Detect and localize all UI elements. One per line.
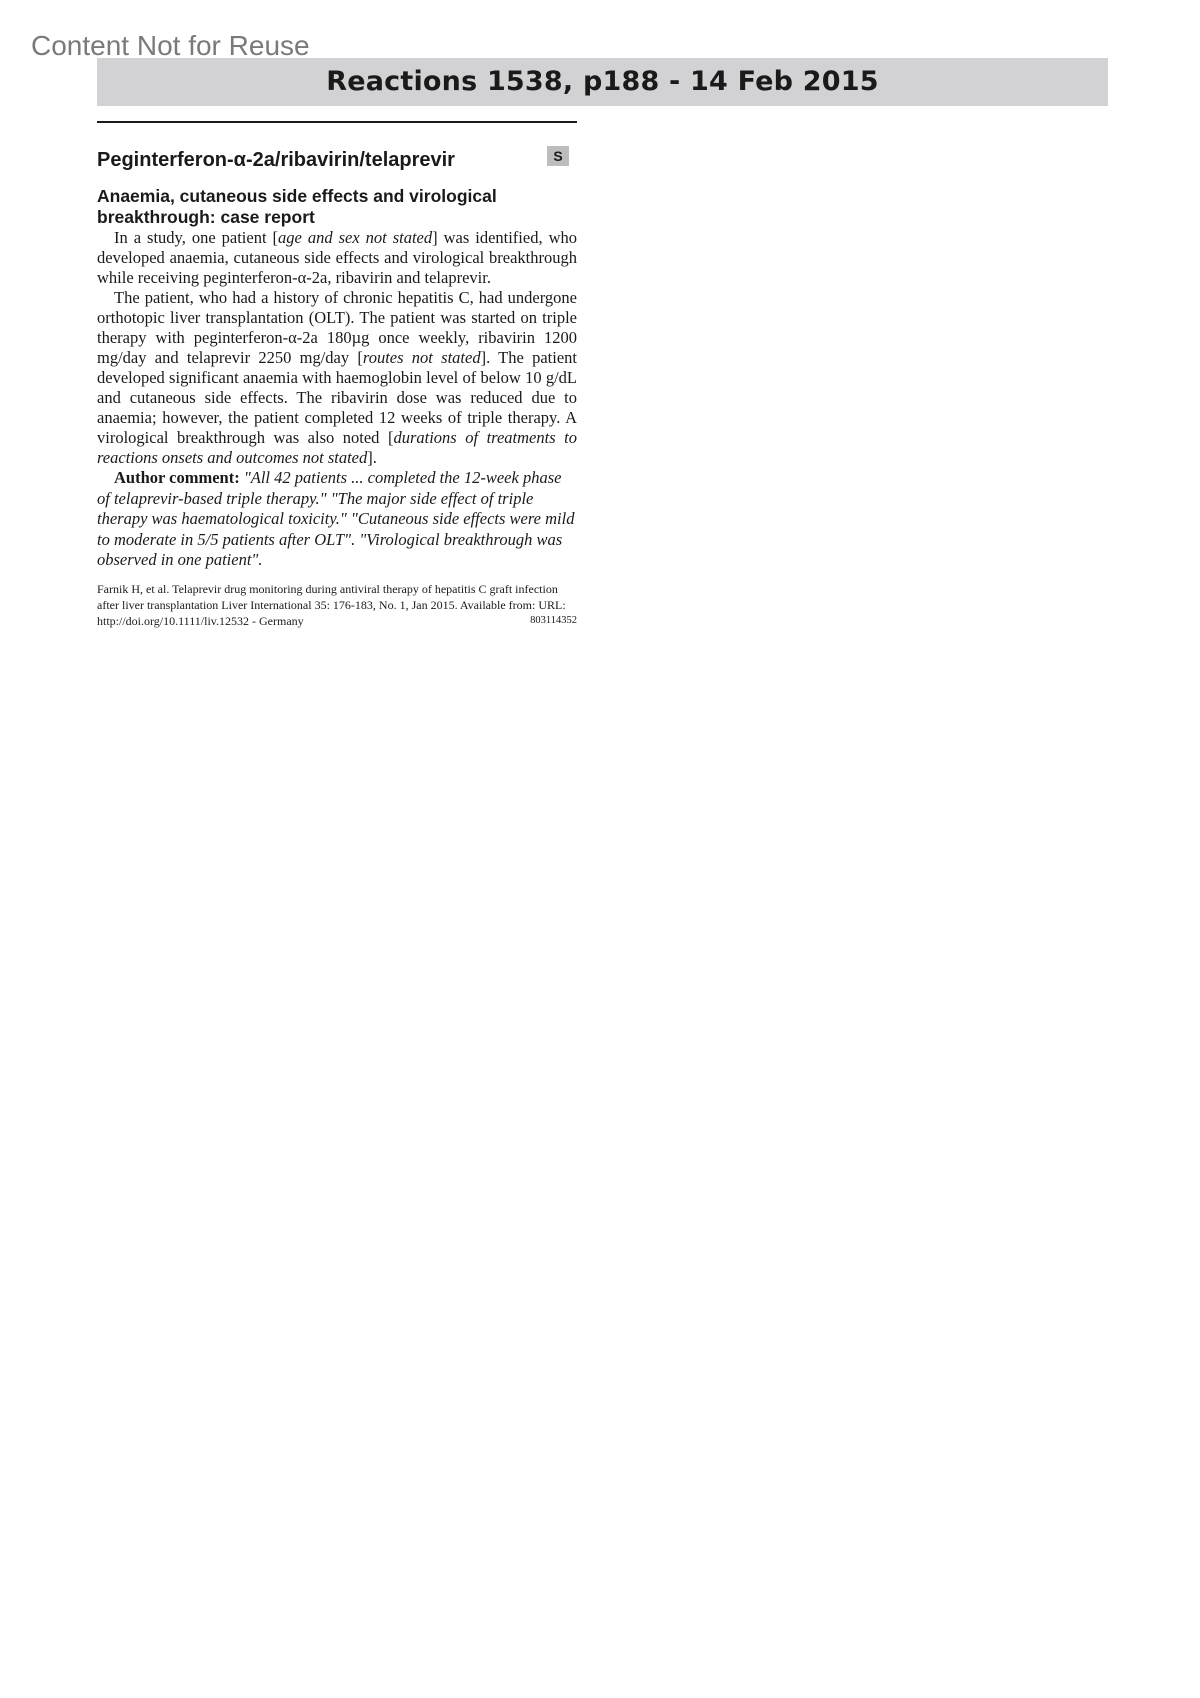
para2-italic-a: routes not stated	[362, 348, 481, 367]
watermark-text: Content Not for Reuse	[31, 30, 310, 61]
header-banner	[97, 58, 1108, 106]
author-comment	[97, 468, 577, 571]
author-comment-text: "All 42 patients ... completed the 12-week phase of telaprevir-based triple therapy." "The major side effect of triple therapy was haematological toxicity." "Cutaneous side effects were mild to moderate in 5/5 patients after OLT". "Virological breakthrough was observed in one patient".	[97, 468, 575, 569]
body-paragraph-1	[97, 228, 577, 288]
para2-text-a: The patient, who had a history of chronic hepatitis C, had undergone orthotopic liver transplantation (OLT). The patient was started on triple therapy with peginterferon-α-2a 180µg once weekly, ribavirin 1200 mg/day and telaprevir 2250 mg/day [	[97, 288, 577, 367]
body-paragraph-2	[97, 288, 577, 468]
reference	[97, 581, 577, 629]
page-title: Reactions 1538, p188 - 14 Feb 2015	[326, 66, 879, 97]
reference-id: 803114352	[530, 614, 577, 626]
para2-text-c: ].	[367, 448, 377, 467]
para1-text-a: In a study, one patient [	[114, 228, 279, 247]
drug-name: Peginterferon-α-2a/ribavirin/telaprevir	[97, 149, 455, 171]
article	[97, 146, 577, 629]
drug-heading-row	[97, 146, 577, 174]
para1-text-b: ] was identified, who developed anaemia, cutaneous side effects and virological breakthrough while receiving peginterferon-α-2a, ribavirin and telaprevir.	[97, 228, 577, 287]
article-subheading: Anaemia, cutaneous side effects and virological breakthrough: case report	[97, 186, 497, 227]
author-comment-label: Author comment:	[114, 468, 240, 487]
para2-text-b: ]. The patient developed significant anaemia with haemoglobin level of below 10 g/dL and cutaneous side effects. The ribavirin dose was reduced due to anaemia; however, the patient completed 12 weeks of triple therapy. A virological breakthrough was also noted [	[97, 348, 578, 447]
para1-italic: age and sex not stated	[278, 228, 433, 247]
divider	[97, 121, 577, 123]
serious-badge: S	[547, 146, 569, 166]
para2-italic-b: durations of treatments to reactions onsets and outcomes not stated	[97, 428, 577, 467]
reference-citation: Farnik H, et al. Telaprevir drug monitoring during antiviral therapy of hepatitis C graft infection after liver transplantation Liver International 35: 176-183, No. 1, Jan 2015. Available from: URL: http://doi.org/10.1111/liv.12532 - Germany	[97, 581, 566, 628]
